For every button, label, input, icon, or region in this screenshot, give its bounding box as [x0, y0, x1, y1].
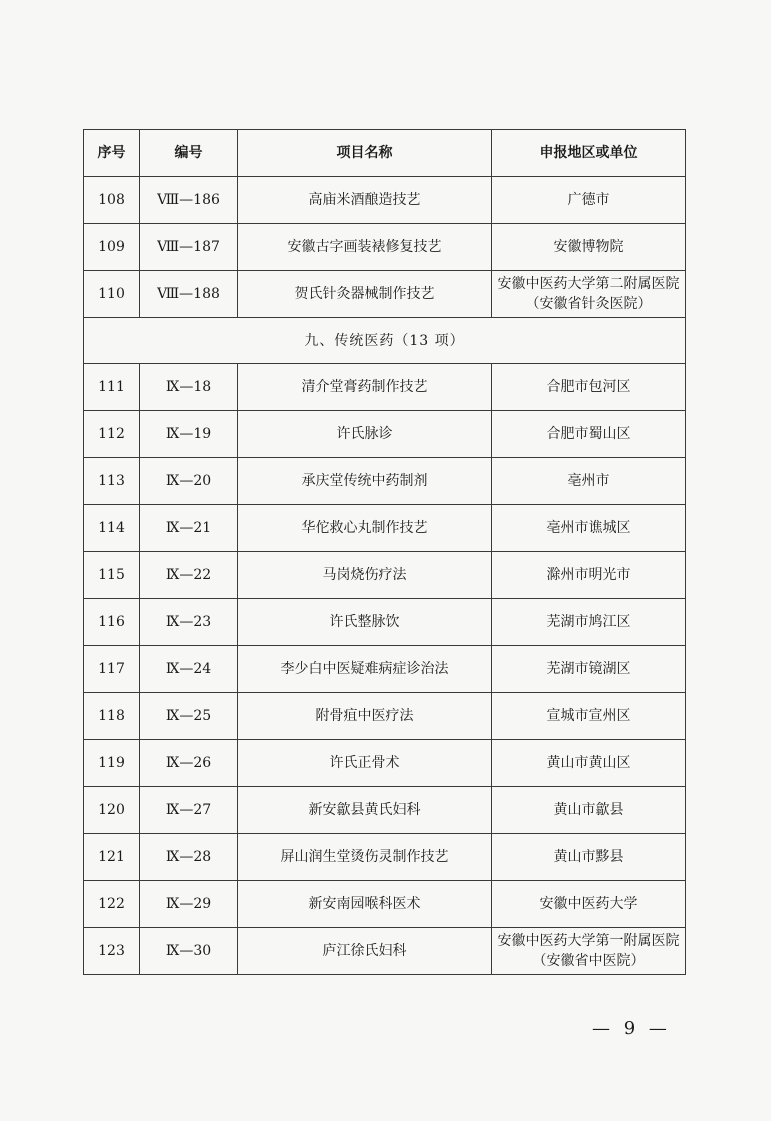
cell-unit: 安徽中医药大学第一附属医院（安徽省中医院）: [492, 928, 686, 975]
table-row: [84, 928, 686, 975]
table-row: [84, 364, 686, 411]
cell-unit: 芜湖市鸠江区: [492, 599, 686, 646]
cell-name: 承庆堂传统中药制剂: [238, 458, 492, 505]
cell-seq: 117: [84, 646, 140, 693]
cell-code: Ⅸ—29: [140, 881, 238, 928]
table-row: [84, 881, 686, 928]
cell-code: Ⅸ—27: [140, 787, 238, 834]
cell-seq: 115: [84, 552, 140, 599]
header-unit: 申报地区或单位: [492, 130, 686, 177]
table-row: [84, 599, 686, 646]
cell-name: 庐江徐氏妇科: [238, 928, 492, 975]
header-name: 项目名称: [238, 130, 492, 177]
cell-seq: 112: [84, 411, 140, 458]
cell-unit: 安徽博物院: [492, 224, 686, 271]
cell-seq: 123: [84, 928, 140, 975]
cell-unit: 亳州市谯城区: [492, 505, 686, 552]
table-row: [84, 458, 686, 505]
table-row: [84, 834, 686, 881]
cell-unit: 合肥市蜀山区: [492, 411, 686, 458]
table-row: [84, 787, 686, 834]
cell-name: 安徽古字画装裱修复技艺: [238, 224, 492, 271]
cell-unit: 亳州市: [492, 458, 686, 505]
category-row: [84, 318, 686, 364]
heritage-project-table: [83, 129, 686, 975]
table-row: [84, 740, 686, 787]
cell-name: 李少白中医疑难病症诊治法: [238, 646, 492, 693]
cell-name: 附骨疽中医疗法: [238, 693, 492, 740]
cell-name: 马岗烧伤疗法: [238, 552, 492, 599]
cell-name: 许氏脉诊: [238, 411, 492, 458]
cell-code: Ⅸ—30: [140, 928, 238, 975]
cell-unit: 安徽中医药大学: [492, 881, 686, 928]
cell-code: Ⅷ—188: [140, 271, 238, 318]
cell-name: 新安南园喉科医术: [238, 881, 492, 928]
cell-seq: 122: [84, 881, 140, 928]
cell-name: 高庙米酒酿造技艺: [238, 177, 492, 224]
category-label: 九、传统医药（13 项）: [84, 318, 686, 364]
table-row: [84, 177, 686, 224]
cell-seq: 119: [84, 740, 140, 787]
cell-seq: 110: [84, 271, 140, 318]
cell-unit: 合肥市包河区: [492, 364, 686, 411]
table-row: [84, 552, 686, 599]
cell-name: 屏山润生堂烫伤灵制作技艺: [238, 834, 492, 881]
cell-unit: 黄山市黟县: [492, 834, 686, 881]
table-row: [84, 505, 686, 552]
cell-unit: 滁州市明光市: [492, 552, 686, 599]
header-code: 编号: [140, 130, 238, 177]
cell-unit: 安徽中医药大学第二附属医院（安徽省针灸医院）: [492, 271, 686, 318]
table-row: [84, 693, 686, 740]
cell-code: Ⅷ—187: [140, 224, 238, 271]
cell-code: Ⅸ—19: [140, 411, 238, 458]
cell-seq: 111: [84, 364, 140, 411]
cell-code: Ⅸ—26: [140, 740, 238, 787]
table-row: [84, 646, 686, 693]
cell-seq: 116: [84, 599, 140, 646]
cell-code: Ⅸ—28: [140, 834, 238, 881]
cell-unit: 宣城市宣州区: [492, 693, 686, 740]
cell-unit: 广德市: [492, 177, 686, 224]
cell-code: Ⅸ—24: [140, 646, 238, 693]
table-header-row: [84, 130, 686, 177]
cell-name: 许氏正骨术: [238, 740, 492, 787]
cell-seq: 109: [84, 224, 140, 271]
cell-seq: 120: [84, 787, 140, 834]
cell-seq: 114: [84, 505, 140, 552]
table-row: [84, 224, 686, 271]
cell-name: 清介堂膏药制作技艺: [238, 364, 492, 411]
cell-seq: 121: [84, 834, 140, 881]
cell-code: Ⅸ—22: [140, 552, 238, 599]
cell-name: 贺氏针灸器械制作技艺: [238, 271, 492, 318]
cell-unit: 黄山市歙县: [492, 787, 686, 834]
cell-unit: 芜湖市镜湖区: [492, 646, 686, 693]
page-number: — 9 —: [592, 1018, 671, 1039]
cell-code: Ⅸ—18: [140, 364, 238, 411]
cell-code: Ⅷ—186: [140, 177, 238, 224]
cell-code: Ⅸ—25: [140, 693, 238, 740]
cell-name: 华佗救心丸制作技艺: [238, 505, 492, 552]
header-seq: 序号: [84, 130, 140, 177]
cell-unit: 黄山市黄山区: [492, 740, 686, 787]
table-row: [84, 271, 686, 318]
table-row: [84, 411, 686, 458]
cell-code: Ⅸ—23: [140, 599, 238, 646]
cell-name: 许氏整脉饮: [238, 599, 492, 646]
cell-code: Ⅸ—21: [140, 505, 238, 552]
cell-seq: 113: [84, 458, 140, 505]
cell-seq: 118: [84, 693, 140, 740]
cell-code: Ⅸ—20: [140, 458, 238, 505]
cell-seq: 108: [84, 177, 140, 224]
cell-name: 新安歙县黄氏妇科: [238, 787, 492, 834]
